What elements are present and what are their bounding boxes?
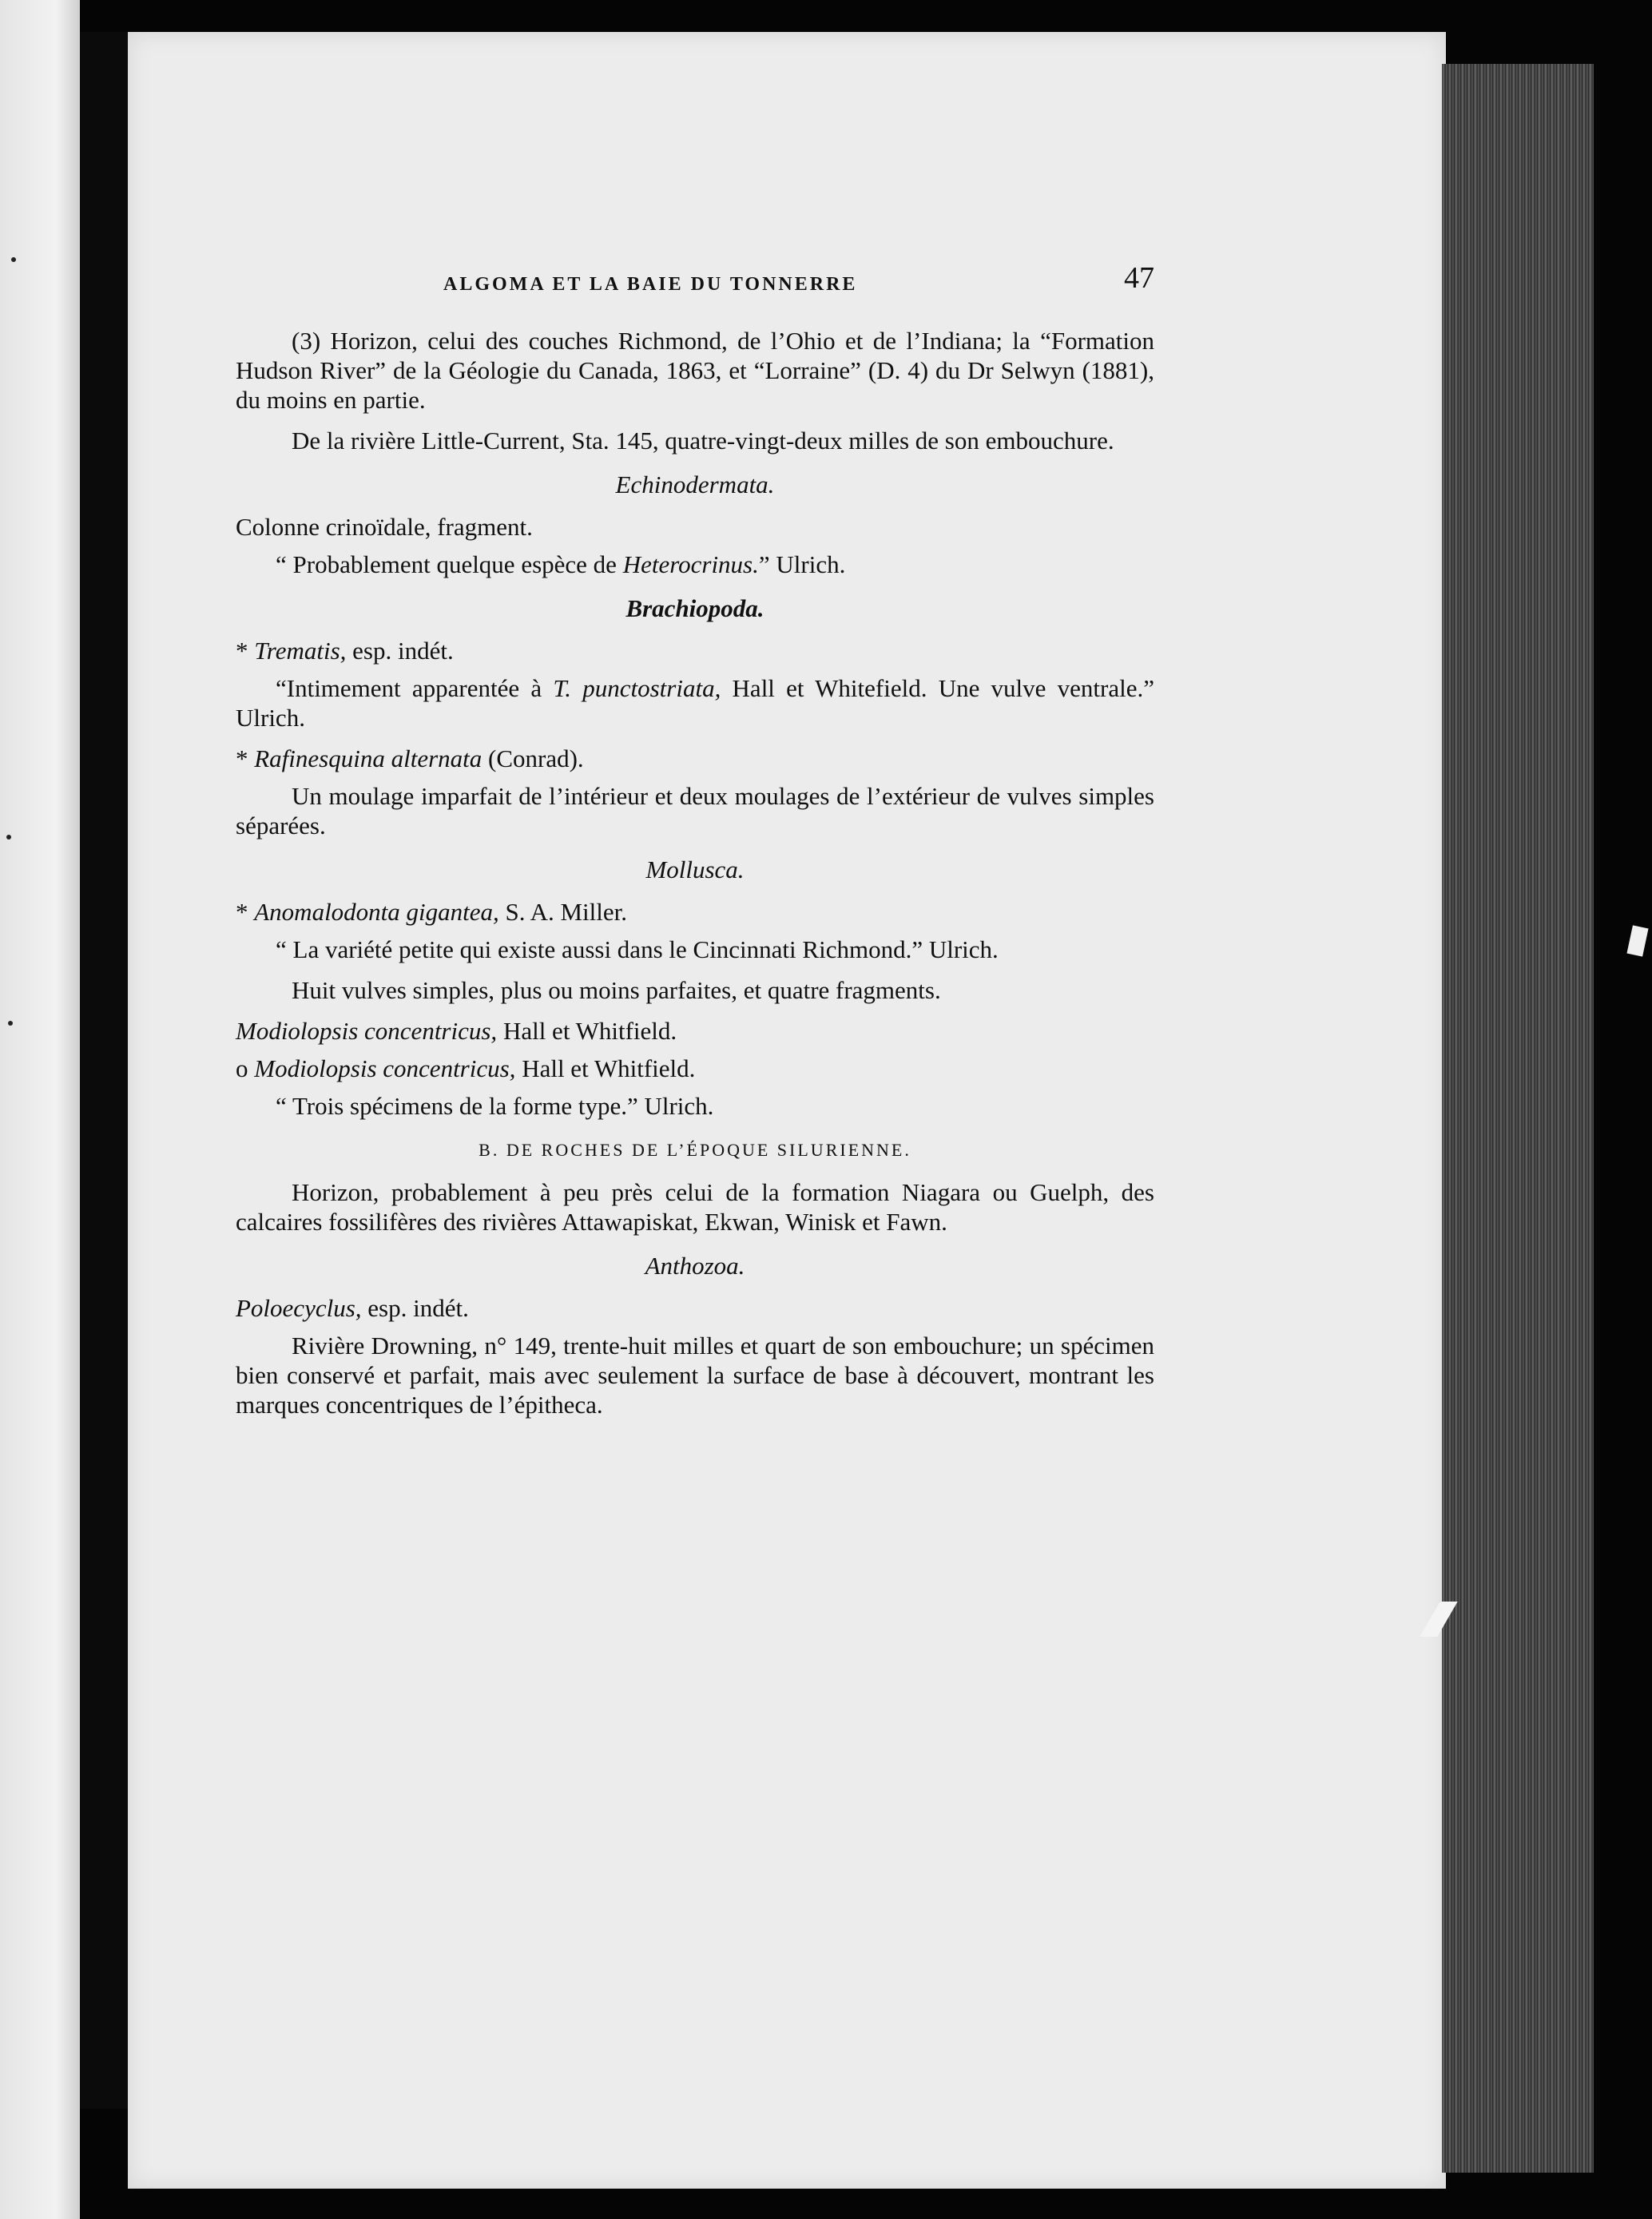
paragraph: Un moulage imparfait de l’intérieur et deux moulages de l’extérieur de vulves simples séparées. [236, 782, 1154, 840]
quote-text: Hall et Whitefield. Une vulve ventrale.” Ulrich. [236, 674, 1154, 732]
specimen-entry [236, 744, 1154, 773]
quote [236, 673, 1154, 732]
taxon-name: Modiolopsis concentricus, [254, 1054, 516, 1082]
entry-text: Hall et Whitfield. [515, 1054, 696, 1082]
speck-mark [8, 1021, 13, 1026]
specimen-entry [236, 1054, 1154, 1083]
specimen-entry [236, 636, 1154, 665]
entry-text: S. A. Miller. [498, 898, 627, 926]
taxon-name: Rafinesquina alternata [254, 744, 482, 772]
facing-page-edge [0, 0, 80, 2219]
speck-mark [6, 835, 11, 840]
paragraph: Huit vulves simples, plus ou moins parfaites, et quatre fragments. [292, 976, 941, 1004]
entry-text: esp. indét. [361, 1294, 469, 1322]
specimen-entry [236, 1016, 1154, 1046]
specimen-entry: Colonne crinoïdale, fragment. [236, 513, 533, 541]
paragraph: Horizon, probablement à peu près celui de la formation Niagara ou Guelph, des calcaires fossilifères des rivières Attawapiskat, Ekwan, Winisk et Fawn. [236, 1178, 1154, 1236]
page-block-edges [1442, 64, 1594, 2173]
running-title: ALGOMA ET LA BAIE DU TONNERRE [443, 274, 858, 295]
section-heading: Brachiopoda. [625, 594, 764, 622]
section-heading: Anthozoa. [645, 1252, 745, 1280]
quote-text: “ Probablement quelque espèce de [276, 550, 623, 578]
quote: “ La variété petite qui existe aussi dans le Cincinnati Richmond.” Ulrich. [276, 935, 999, 963]
edge-tab [1626, 925, 1648, 956]
taxon-name: Modiolopsis concentricus, [236, 1017, 498, 1045]
circle-marker: o [236, 1054, 255, 1082]
asterisk-marker: * [236, 898, 255, 926]
entry-text: Hall et Whitfield. [497, 1017, 677, 1045]
section-heading: Echinodermata. [615, 470, 775, 498]
running-head [236, 261, 1154, 312]
specimen-entry [236, 1293, 1154, 1323]
entry-text: esp. indét. [346, 637, 454, 665]
specimen-entry [236, 897, 1154, 927]
quote-text: “Intimement apparentée à [276, 674, 554, 702]
paragraph: De la rivière Little-Current, Sta. 145, quatre-vingt-deux milles de son embouchure. [292, 427, 1114, 455]
taxon-name: T. punctostriata, [553, 674, 721, 702]
taxon-name: Poloecyclus, [236, 1294, 362, 1322]
taxon-name: Trematis, [254, 637, 347, 665]
paragraph: (3) Horizon, celui des couches Richmond, de l’Ohio et de l’Indiana; la “Formation Hudson River” de la Géologie du Canada, 1863, et “Lorraine” (D. 4) du Dr Selwyn (1881), du moins en partie. [236, 327, 1154, 414]
section-b-heading: B. DE ROCHES DE L’ÉPOQUE SILURIENNE. [479, 1140, 911, 1160]
page-number: 47 [1124, 261, 1154, 295]
quote [236, 550, 1154, 579]
speck-mark [11, 257, 16, 262]
gutter-shadow [80, 32, 128, 2109]
section-heading: Mollusca. [645, 855, 745, 883]
quote: “ Trois spécimens de la forme type.” Ulrich. [276, 1092, 714, 1120]
taxon-name: Anomalodonta gigantea, [254, 898, 499, 926]
taxon-name: Heterocrinus. [622, 550, 759, 578]
entry-text: (Conrad). [482, 744, 584, 772]
asterisk-marker: * [236, 637, 255, 665]
quote-text: ” Ulrich. [758, 550, 846, 578]
paragraph: Rivière Drowning, n° 149, trente-huit milles et quart de son embouchure; un spécimen bien conservé et parfait, mais avec seulement la surface de base à découvert, montrant les marques concentriques de l’épitheca. [236, 1332, 1154, 1419]
asterisk-marker: * [236, 744, 255, 772]
page-text [236, 261, 1154, 1431]
